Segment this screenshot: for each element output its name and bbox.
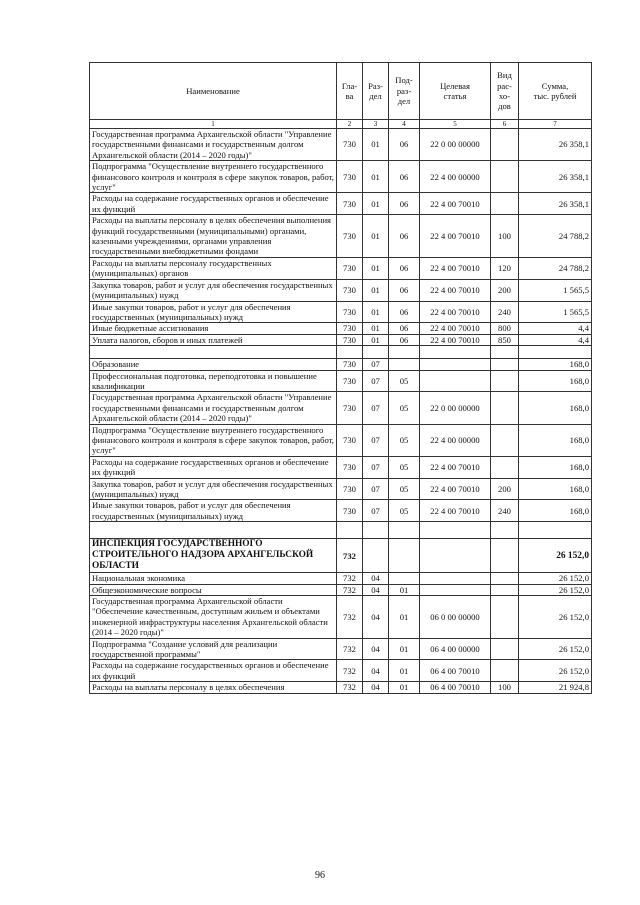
cell-name: Иные бюджетные ассигнования [90, 323, 337, 334]
cell-amount: 1 565,5 [519, 301, 592, 323]
cell-subsection: 05 [389, 424, 420, 456]
cell-expense-type: 120 [491, 257, 519, 279]
cell-expense-type [491, 193, 519, 215]
table-row [90, 129, 592, 161]
cell-amount: 26 358,1 [519, 161, 592, 193]
table-row [90, 424, 592, 456]
cell-section: 07 [363, 456, 389, 478]
table-row [90, 682, 592, 693]
cell-name: Закупка товаров, работ и услуг для обеспечения государственных (муниципальных) нужд [90, 279, 337, 301]
cell-section [363, 539, 389, 573]
cell-subsection: 05 [389, 370, 420, 392]
cell-subsection: 05 [389, 478, 420, 500]
cell-target: 22 4 00 70010 [420, 279, 491, 301]
table-row [90, 370, 592, 392]
cell-section: 04 [363, 638, 389, 660]
empty-cell [420, 346, 491, 359]
cell-section: 01 [363, 301, 389, 323]
cell-amount: 26 152,0 [519, 539, 592, 573]
cell-subsection: 01 [389, 638, 420, 660]
cell-section: 01 [363, 129, 389, 161]
cell-target [420, 584, 491, 595]
header-row [90, 63, 592, 120]
empty-cell [491, 346, 519, 359]
cell-name: Закупка товаров, работ и услуг для обеспечения государственных (муниципальных) нужд [90, 478, 337, 500]
cell-chapter: 730 [337, 301, 363, 323]
cell-name: Расходы на выплаты персоналу в целях обеспечения [90, 682, 337, 693]
cell-amount: 26 152,0 [519, 573, 592, 584]
cell-expense-type: 200 [491, 279, 519, 301]
cell-chapter: 730 [337, 424, 363, 456]
cell-chapter: 730 [337, 323, 363, 334]
cell-expense-type [491, 584, 519, 595]
cell-target: 06 4 00 70010 [420, 660, 491, 682]
empty-cell [389, 522, 420, 539]
spacer-row [90, 522, 592, 539]
cell-section: 07 [363, 359, 389, 370]
column-number-row [90, 120, 592, 129]
header-section: Раз- дел [363, 63, 389, 120]
cell-amount: 26 152,0 [519, 660, 592, 682]
cell-chapter: 732 [337, 596, 363, 639]
cell-expense-type [491, 129, 519, 161]
cell-target: 22 0 00 00000 [420, 129, 491, 161]
cell-amount: 21 924,8 [519, 682, 592, 693]
table-row [90, 478, 592, 500]
empty-cell [420, 522, 491, 539]
cell-name: Расходы на выплаты персоналу государственных (муниципальных) органов [90, 257, 337, 279]
department-row [90, 539, 592, 573]
cell-name: ИНСПЕКЦИЯ ГОСУДАРСТВЕННОГО СТРОИТЕЛЬНОГО НАДЗОРА АРХАНГЕЛЬСКОЙ ОБЛАСТИ [90, 539, 337, 573]
cell-amount: 26 152,0 [519, 596, 592, 639]
cell-amount: 168,0 [519, 392, 592, 424]
cell-section: 07 [363, 478, 389, 500]
cell-chapter: 730 [337, 500, 363, 522]
cell-expense-type [491, 596, 519, 639]
cell-target: 22 4 00 70010 [420, 193, 491, 215]
table-row [90, 500, 592, 522]
cell-subsection: 01 [389, 596, 420, 639]
table-row [90, 193, 592, 215]
cell-subsection [389, 539, 420, 573]
cell-expense-type [491, 638, 519, 660]
cell-target [420, 539, 491, 573]
cell-subsection: 01 [389, 660, 420, 682]
cell-expense-type: 850 [491, 334, 519, 345]
cell-expense-type [491, 359, 519, 370]
spacer-row [90, 346, 592, 359]
cell-name: Подпрограмма "Осуществление внутреннего государственного финансового контроля и контроля в сфере закупок товаров, работ, услуг" [90, 424, 337, 456]
cell-chapter: 730 [337, 392, 363, 424]
empty-cell [90, 522, 337, 539]
cell-name: Национальная экономика [90, 573, 337, 584]
cell-target [420, 370, 491, 392]
cell-target [420, 359, 491, 370]
cell-subsection: 06 [389, 257, 420, 279]
cell-subsection: 06 [389, 279, 420, 301]
cell-name: Подпрограмма "Создание условий для реализации государственной программы" [90, 638, 337, 660]
cell-expense-type [491, 660, 519, 682]
cell-subsection: 06 [389, 215, 420, 258]
table-row [90, 279, 592, 301]
cell-target: 22 4 00 70010 [420, 478, 491, 500]
cell-section: 01 [363, 279, 389, 301]
budget-table [89, 62, 592, 694]
empty-cell [337, 346, 363, 359]
cell-amount: 168,0 [519, 478, 592, 500]
cell-target: 06 4 00 00000 [420, 638, 491, 660]
cell-amount: 168,0 [519, 370, 592, 392]
cell-chapter: 732 [337, 660, 363, 682]
table-row [90, 638, 592, 660]
table-row [90, 334, 592, 345]
empty-cell [337, 522, 363, 539]
column-number: 3 [363, 120, 389, 129]
cell-target: 22 4 00 70010 [420, 334, 491, 345]
cell-section: 07 [363, 424, 389, 456]
cell-expense-type [491, 424, 519, 456]
cell-subsection: 06 [389, 301, 420, 323]
page-number: 96 [315, 870, 325, 881]
cell-subsection [389, 573, 420, 584]
header-name: Наименование [90, 63, 337, 120]
cell-expense-type [491, 539, 519, 573]
cell-expense-type [491, 392, 519, 424]
cell-subsection: 05 [389, 392, 420, 424]
cell-section: 01 [363, 215, 389, 258]
cell-section: 01 [363, 257, 389, 279]
cell-name: Общеэкономические вопросы [90, 584, 337, 595]
cell-chapter: 732 [337, 539, 363, 573]
cell-section: 07 [363, 370, 389, 392]
cell-subsection: 06 [389, 323, 420, 334]
cell-target: 22 4 00 70010 [420, 500, 491, 522]
cell-target: 06 4 00 70010 [420, 682, 491, 693]
cell-chapter: 730 [337, 215, 363, 258]
cell-subsection: 05 [389, 456, 420, 478]
table-row [90, 392, 592, 424]
cell-amount: 24 788,2 [519, 257, 592, 279]
cell-expense-type [491, 161, 519, 193]
table-row [90, 215, 592, 258]
cell-chapter: 730 [337, 478, 363, 500]
cell-amount: 26 358,1 [519, 129, 592, 161]
cell-name: Государственная программа Архангельской области "Управление государственными финансами и государственным долгом Архангельской области (2014 – 2020 годы)" [90, 392, 337, 424]
table-row [90, 257, 592, 279]
header-amount: Сумма, тыс. рублей [519, 63, 592, 120]
cell-expense-type [491, 370, 519, 392]
cell-name: Иные закупки товаров, работ и услуг для обеспечения государственных (муниципальных) нужд [90, 301, 337, 323]
cell-amount: 4,4 [519, 323, 592, 334]
cell-chapter: 730 [337, 279, 363, 301]
table-row [90, 660, 592, 682]
cell-amount: 4,4 [519, 334, 592, 345]
cell-target: 06 0 00 00000 [420, 596, 491, 639]
cell-name: Государственная программа Архангельской области "Обеспечение качественным, доступным жильем и объектами инженерной инфраструктуры населения Архангельской области (2014 – 2020 годы)" [90, 596, 337, 639]
cell-name: Уплата налогов, сборов и иных платежей [90, 334, 337, 345]
table-row [90, 301, 592, 323]
table-body [90, 129, 592, 694]
cell-target: 22 4 00 70010 [420, 215, 491, 258]
cell-amount: 26 358,1 [519, 193, 592, 215]
table-row [90, 323, 592, 334]
header-target: Целевая статья [420, 63, 491, 120]
cell-section: 01 [363, 193, 389, 215]
header-chapter: Гла- ва [337, 63, 363, 120]
cell-name: Государственная программа Архангельской области "Управление государственными финансами и государственным долгом Архангельской области (2014 – 2020 годы)" [90, 129, 337, 161]
empty-cell [491, 522, 519, 539]
cell-target: 22 4 00 00000 [420, 424, 491, 456]
cell-name: Расходы на выплаты персоналу в целях обеспечения выполнения функций государственными (муниципальными) органами, казенными учреждениями, органами управления государственными внебюджетными фондами [90, 215, 337, 258]
cell-expense-type: 800 [491, 323, 519, 334]
cell-expense-type [491, 456, 519, 478]
cell-chapter: 730 [337, 456, 363, 478]
cell-section: 07 [363, 392, 389, 424]
cell-amount: 26 152,0 [519, 584, 592, 595]
column-number: 5 [420, 120, 491, 129]
cell-chapter: 730 [337, 193, 363, 215]
cell-chapter: 730 [337, 334, 363, 345]
column-number: 7 [519, 120, 592, 129]
cell-section: 04 [363, 660, 389, 682]
cell-target: 22 4 00 70010 [420, 301, 491, 323]
cell-subsection: 06 [389, 161, 420, 193]
cell-amount: 1 565,5 [519, 279, 592, 301]
cell-subsection: 01 [389, 682, 420, 693]
cell-section: 07 [363, 500, 389, 522]
empty-cell [389, 346, 420, 359]
cell-amount: 168,0 [519, 500, 592, 522]
cell-expense-type: 200 [491, 478, 519, 500]
cell-amount: 168,0 [519, 456, 592, 478]
table-row [90, 359, 592, 370]
cell-subsection: 06 [389, 334, 420, 345]
cell-subsection: 01 [389, 584, 420, 595]
cell-target: 22 4 00 70010 [420, 257, 491, 279]
cell-expense-type [491, 573, 519, 584]
header-expense-type: Вид рас- хо- дов [491, 63, 519, 120]
cell-section: 01 [363, 334, 389, 345]
cell-chapter: 730 [337, 129, 363, 161]
cell-section: 01 [363, 161, 389, 193]
column-number: 2 [337, 120, 363, 129]
column-number: 1 [90, 120, 337, 129]
cell-name: Подпрограмма "Осуществление внутреннего государственного финансового контроля и контроля в сфере закупок товаров, работ, услуг" [90, 161, 337, 193]
cell-subsection: 06 [389, 193, 420, 215]
table-row [90, 161, 592, 193]
cell-name: Расходы на содержание государственных органов и обеспечение их функций [90, 456, 337, 478]
cell-expense-type: 100 [491, 682, 519, 693]
cell-amount: 168,0 [519, 424, 592, 456]
table-row [90, 584, 592, 595]
cell-name: Расходы на содержание государственных органов и обеспечение их функций [90, 660, 337, 682]
cell-target: 22 4 00 00000 [420, 161, 491, 193]
cell-name: Образование [90, 359, 337, 370]
cell-section: 04 [363, 584, 389, 595]
cell-name: Профессиональная подготовка, переподготовка и повышение квалификации [90, 370, 337, 392]
column-number: 6 [491, 120, 519, 129]
cell-target: 22 0 00 00000 [420, 392, 491, 424]
cell-section: 01 [363, 323, 389, 334]
cell-chapter: 732 [337, 573, 363, 584]
empty-cell [363, 346, 389, 359]
cell-amount: 24 788,2 [519, 215, 592, 258]
cell-section: 04 [363, 573, 389, 584]
cell-section: 04 [363, 682, 389, 693]
cell-target [420, 573, 491, 584]
cell-name: Расходы на содержание государственных органов и обеспечение их функций [90, 193, 337, 215]
cell-expense-type: 100 [491, 215, 519, 258]
empty-cell [519, 346, 592, 359]
table-row [90, 573, 592, 584]
cell-expense-type: 240 [491, 500, 519, 522]
empty-cell [90, 346, 337, 359]
cell-chapter: 732 [337, 584, 363, 595]
cell-name: Иные закупки товаров, работ и услуг для обеспечения государственных (муниципальных) нужд [90, 500, 337, 522]
cell-chapter: 730 [337, 370, 363, 392]
cell-subsection: 05 [389, 500, 420, 522]
header-subsection: Под- раз- дел [389, 63, 420, 120]
empty-cell [363, 522, 389, 539]
cell-chapter: 730 [337, 257, 363, 279]
cell-target: 22 4 00 70010 [420, 323, 491, 334]
empty-cell [519, 522, 592, 539]
cell-section: 04 [363, 596, 389, 639]
cell-amount: 168,0 [519, 359, 592, 370]
cell-subsection [389, 359, 420, 370]
cell-subsection: 06 [389, 129, 420, 161]
cell-chapter: 730 [337, 359, 363, 370]
cell-amount: 26 152,0 [519, 638, 592, 660]
table-row [90, 456, 592, 478]
cell-chapter: 732 [337, 638, 363, 660]
cell-expense-type: 240 [491, 301, 519, 323]
cell-target: 22 4 00 70010 [420, 456, 491, 478]
cell-chapter: 732 [337, 682, 363, 693]
column-number: 4 [389, 120, 420, 129]
cell-chapter: 730 [337, 161, 363, 193]
table-row [90, 596, 592, 639]
